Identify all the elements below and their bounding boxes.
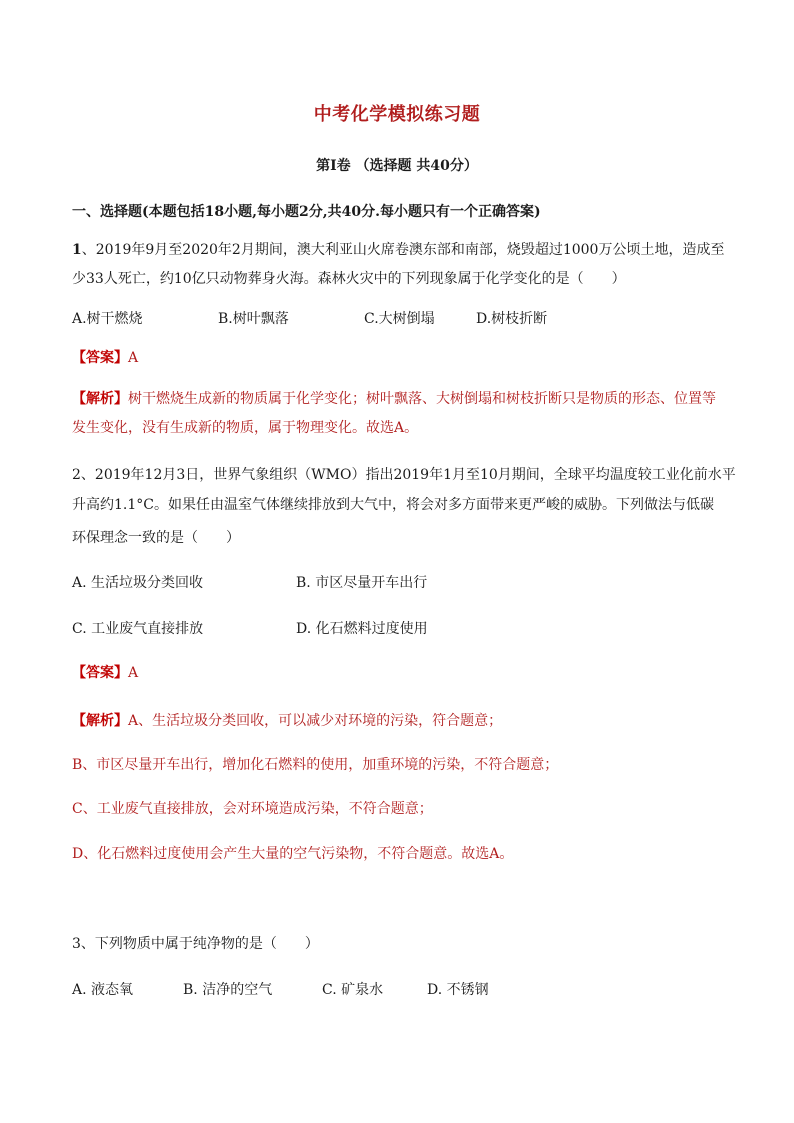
question-3-option-c: C. 矿泉水: [322, 982, 384, 998]
question-2-line-2: 升高约1.1°C。如果任由温室气体继续排放到大气中，将会对多方面带来更严峻的威胁。下列做法与低碳: [72, 497, 714, 513]
question-2-analysis-2: B、市区尽量开车出行，增加化石燃料的使用，加重环境的污染，不符合题意；: [72, 757, 559, 773]
question-2-analysis-3: C、工业废气直接排放，会对环境造成污染，不符合题意；: [72, 801, 433, 817]
question-2-option-c: C. 工业废气直接排放: [72, 621, 204, 637]
analysis-text: A、生活垃圾分类回收，可以减少对环境的污染，符合题意；: [128, 713, 503, 729]
question-2-line-1: 2、2019年12月3日，世界气象组织（WMO）指出2019年1月至10月期间，全球平均温度较工业化前水平: [72, 467, 736, 483]
question-3-line-1: 3、下列物质中属于纯净物的是（ ）: [72, 936, 319, 952]
question-1-analysis-2: 发生变化，没有生成新的物质，属于物理变化。故选A。: [72, 420, 419, 436]
answer-value: A: [128, 350, 139, 366]
question-3-option-a: A. 液态氧: [72, 982, 134, 998]
question-1-text-1: 、2019年9月至2020年2月期间，澳大利亚山火席卷澳东部和南部，烧毁超过1000万公顷土地，造成至: [81, 242, 725, 258]
answer-tag: 【答案】: [72, 350, 128, 366]
answer-tag: 【答案】: [72, 665, 128, 681]
question-1-answer: [72, 349, 138, 367]
question-1-line-1: [72, 241, 724, 259]
page-title: 中考化学模拟练习题: [313, 104, 481, 125]
question-2-option-b: B. 市区尽量开车出行: [296, 575, 428, 591]
analysis-tag: 【解析】: [72, 391, 128, 407]
question-2-analysis-1: [72, 712, 502, 730]
question-1-option-a: A.树干燃烧: [72, 311, 143, 327]
question-2-option-a: A. 生活垃圾分类回收: [72, 575, 204, 591]
question-1-option-b: B.树叶飘落: [218, 311, 289, 327]
volume-subtitle: 第Ⅰ卷 （选择题 共40分）: [316, 158, 478, 174]
question-2-option-d: D. 化石燃料过度使用: [296, 621, 428, 637]
question-1-analysis-1: [72, 390, 716, 408]
analysis-text: 树干燃烧生成新的物质属于化学变化；树叶飘落、大树倒塌和树枝折断只是物质的形态、位置等: [128, 391, 716, 407]
section-heading: 一、选择题(本题包括18小题,每小题2分,共40分.每小题只有一个正确答案): [72, 204, 541, 220]
question-1-option-c: C.大树倒塌: [364, 311, 435, 327]
question-2-analysis-4: D、化石燃料过度使用会产生大量的空气污染物，不符合题意。故选A。: [72, 846, 514, 862]
answer-value: A: [128, 665, 139, 681]
question-2-line-3: 环保理念一致的是（ ）: [72, 530, 240, 546]
question-1-number: 1: [72, 242, 82, 258]
question-3-option-d: D. 不锈钢: [427, 982, 489, 998]
question-1-option-d: D.树枝折断: [476, 311, 548, 327]
question-2-answer: [72, 664, 138, 682]
question-3-option-b: B. 洁净的空气: [183, 982, 273, 998]
question-1-line-2: 少33人死亡，约10亿只动物葬身火海。森林火灾中的下列现象属于化学变化的是（ ）: [72, 271, 626, 287]
analysis-tag: 【解析】: [72, 713, 128, 729]
